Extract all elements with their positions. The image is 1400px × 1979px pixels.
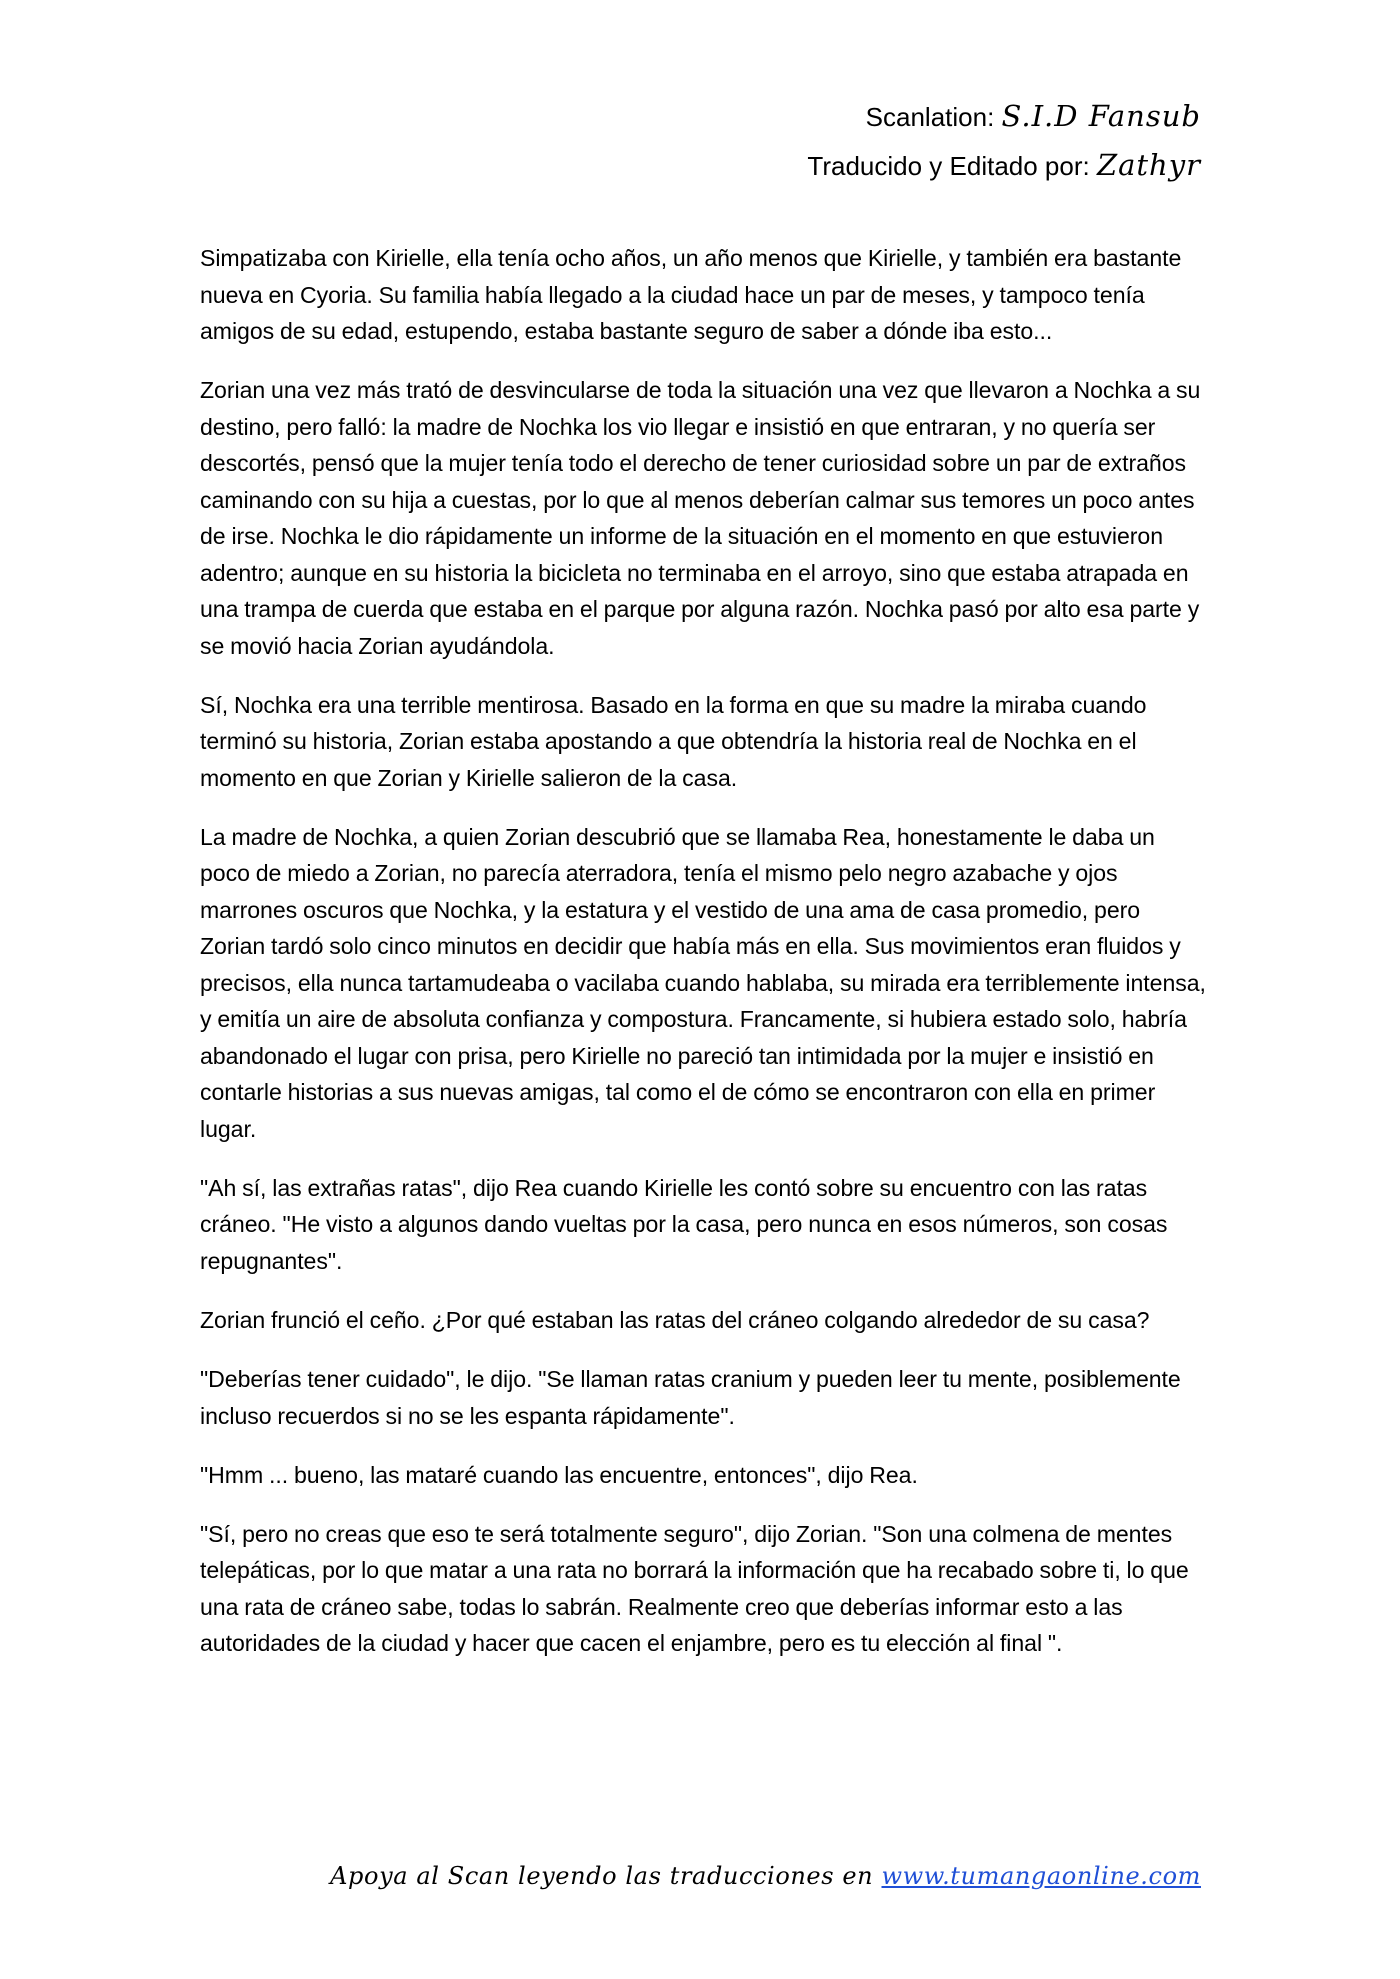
paragraph: Sí, Nochka era una terrible mentirosa. Basado en la forma en que su madre la miraba cuando terminó su historia, Zorian estaba apostando a que obtendría la historia real de Nochka en el momento en que Zorian y Kirielle salieron de la casa.	[200, 691, 1147, 791]
document-body	[200, 240, 1206, 1684]
editor-credit: Zathyr	[1096, 148, 1201, 182]
paragraph: Zorian frunció el ceño. ¿Por qué estaban las ratas del cráneo colgando alrededor de su casa?	[200, 1306, 1150, 1333]
editor-label: Traducido y Editado por:	[807, 151, 1090, 181]
page-footer	[330, 1862, 1201, 1890]
paragraph: "Deberías tener cuidado", le dijo. "Se llaman ratas cranium y pueden leer tu mente, posiblemente incluso recuerdos si no se les espanta rápidamente".	[200, 1366, 1181, 1429]
paragraph: "Hmm ... bueno, las mataré cuando las encuentre, entonces", dijo Rea.	[200, 1461, 918, 1488]
scanlation-credit: S.I.D Fansub	[1001, 99, 1201, 133]
paragraph: "Sí, pero no creas que eso te será totalmente seguro", dijo Zorian. "Son una colmena de mentes telepáticas, por lo que matar a una rata no borrará la información que ha recabado sobre ti, lo que una rata de cráneo sabe, todas lo sabrán. Realmente creo que deberías informar esto a las autoridades de la ciudad y hacer que cacen el enjambre, pero es tu elección al final ".	[200, 1520, 1189, 1657]
paragraph: Zorian una vez más trató de desvincularse de toda la situación una vez que llevaron a Nochka a su destino, pero falló: la madre de Nochka los vio llegar e insistió en que entraran, y no quería ser descortés, pensó que la mujer tenía todo el derecho de tener curiosidad sobre un par de extraños caminando con su hija a cuestas, por lo que al menos deberían calmar sus temores un poco antes de irse. Nochka le dio rápidamente un informe de la situación en el momento en que estuvieron adentro; aunque en su historia la bicicleta no terminaba en el arroyo, sino que estaba atrapada en una trampa de cuerda que estaba en el parque por alguna razón. Nochka pasó por alto esa parte y se movió hacia Zorian ayudándola.	[200, 377, 1201, 659]
page-header	[807, 92, 1201, 190]
scanlation-label: Scanlation:	[865, 102, 995, 132]
scanlation-line	[807, 92, 1201, 141]
paragraph: "Ah sí, las extrañas ratas", dijo Rea cuando Kirielle les contó sobre su encuentro con las ratas cráneo. "He visto a algunos dando vueltas por la casa, pero nunca en esos números, son cosas repugnantes".	[200, 1174, 1168, 1274]
editor-line	[807, 141, 1201, 190]
paragraph: Simpatizaba con Kirielle, ella tenía ocho años, un año menos que Kirielle, y también era bastante nueva en Cyoria. Su familia había llegado a la ciudad hace un par de meses, y tampoco tenía amigos de su edad, estupendo, estaba bastante seguro de saber a dónde iba esto...	[200, 245, 1182, 344]
footer-text: Apoya al Scan leyendo las traducciones en	[330, 1862, 874, 1890]
paragraph: La madre de Nochka, a quien Zorian descubrió que se llamaba Rea, honestamente le daba un poco de miedo a Zorian, no parecía aterradora, tenía el mismo pelo negro azabache y ojos marrones oscuros que Nochka, y la estatura y el vestido de una ama de casa promedio, pero Zorian tardó solo cinco minutos en decidir que había más en ella. Sus movimientos eran fluidos y precisos, ella nunca tartamudeaba o vacilaba cuando hablaba, su mirada era terriblemente intensa, y emitía un aire de absoluta confianza y compostura. Francamente, si hubiera estado solo, habría abandonado el lugar con prisa, pero Kirielle no pareció tan intimidada por la mujer e insistió en contarle historias a sus nuevas amigas, tal como el de cómo se encontraron con ella en primer lugar.	[200, 823, 1206, 1142]
footer-link[interactable]: www.tumangaonline.com	[881, 1862, 1201, 1890]
